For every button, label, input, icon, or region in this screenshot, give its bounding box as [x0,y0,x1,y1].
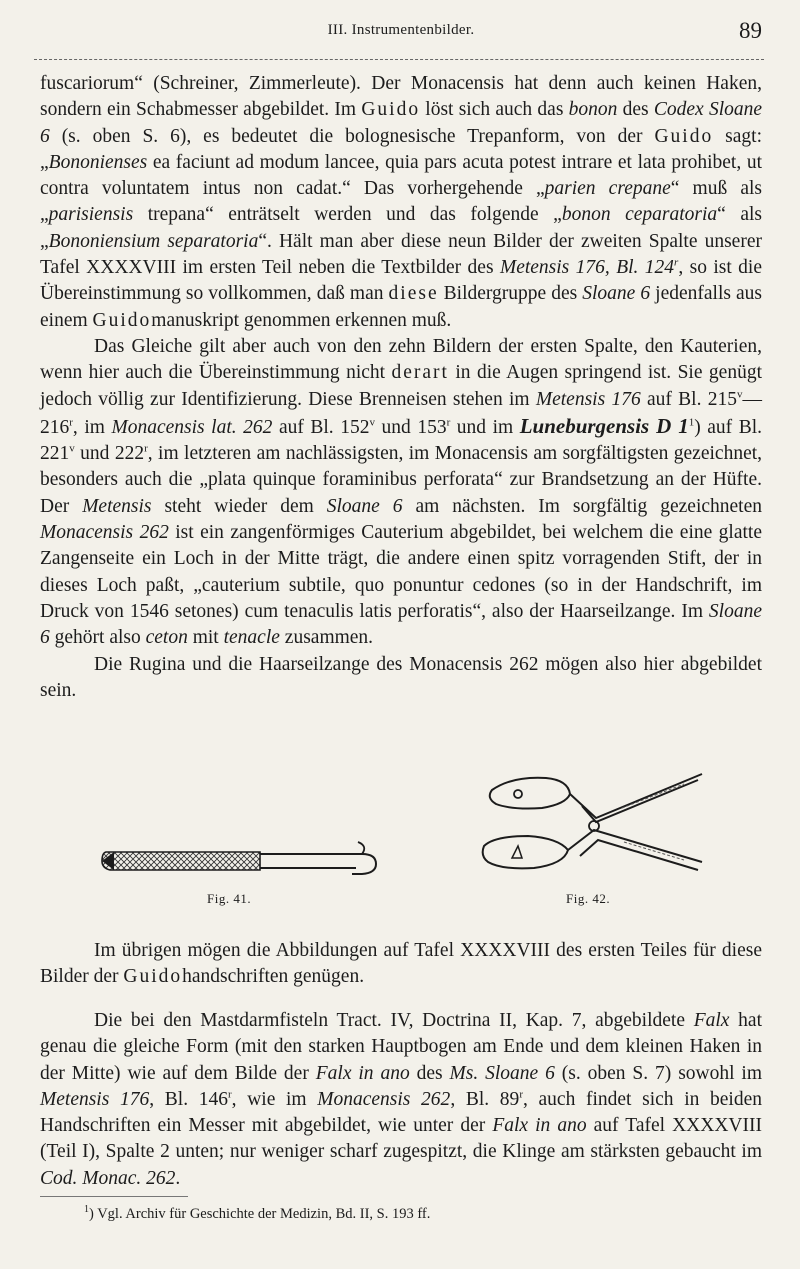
text-run: . [175,1167,181,1189]
figure-42-seton-forceps [472,770,710,890]
text-run: , auch findet sich in beiden Handschriften ein Messer mit abgebildet, wie unter der [40,1088,762,1137]
text-run: auf Bl. 215 [640,388,737,410]
text-run: , Bl. 89 [450,1088,520,1110]
text-run: in die Augen springend ist. Sie genügt jedoch völlig zur Identifizierung. Diese Brenneisen stehen im [40,362,762,410]
italic-term: Metensis 176 [535,388,641,410]
footnote-rule [40,1196,188,1197]
figure-41-rugina [100,838,382,884]
italic-term: Sloane 6 [40,600,762,649]
text-run: , im [72,416,112,438]
text-run: (s. oben S. 7) sowohl im [554,1062,763,1084]
paragraph-1 [40,71,762,334]
folio-side: v [736,388,743,401]
text-run: Die bei den Mastdarmfisteln Tract. IV, Doctrina II, Kap. 7, abgebildete [94,1010,694,1031]
spaced-name: Guido [654,125,714,147]
text-run: , wie im [231,1088,318,1110]
italic-term: Sloane 6 [326,495,403,517]
spaced-name: Guido [361,99,421,121]
italic-term: Monacensis lat. 262 [111,416,273,438]
italic-term: parisiensis [48,204,134,226]
text-block-lower [40,1008,762,1192]
folio-side: r [674,256,679,269]
text-block-middle [40,938,762,991]
figure-41-caption: Fig. 41. [207,891,252,906]
folio-side: r [144,442,148,455]
italic-term: Ms. Sloane 6 [449,1062,555,1084]
text-run: , im letzteren am nachlässigsten, im Monacensis am sorgfältigsten gezeichnet, besonders auch die „plata quinque foraminibus perforata“ zur Brandsetzung an der Hüfte. Der [40,443,763,517]
text-block-upper [40,71,762,704]
text-run: gehört also [49,627,146,649]
running-head: III. Instrumentenbilder. [327,22,475,38]
italic-term: tenacle [223,627,280,649]
text-run: “ als „ [40,204,762,252]
text-run: mit [187,627,224,649]
figure-42-caption: Fig. 42. [566,891,611,906]
italic-term: Falx [693,1010,730,1031]
folio-side: r [519,1088,523,1101]
italic-term: Cod. Monac. 262 [40,1167,176,1189]
footnote-text: ) Vgl. Archiv für Geschichte der Medizin, Bd. II, S. 193 ff. [89,1206,431,1222]
footnote [84,1206,430,1223]
text-run: ist ein zangenförmiges Cauterium abgebildet, bei welchem die eine glatte Zangenseite ein Loch in der Mitte trägt, die andere einen spitz vorragenden Stift, der in dieses Loch paßt, „cauterium subtile, quo ponuntur cedones (so in der Handschrift, im Druck von 1546 setones) cum tenaculis latis perforatis“, also der Haarseilzange. Im [40,522,762,622]
italic-term: Falx in ano [492,1115,587,1137]
text-run: jedenfalls aus einem [40,283,763,331]
italic-term: Codex Sloane 6 [40,99,763,147]
italic-term: Sloane 6 [582,283,651,305]
text-run: des [617,99,654,121]
italic-term: Bononienses [48,151,148,173]
text-run: ea faciunt ad modum lancee, quia pars acuta potest intrare et lata prohibet, ut contra voluntatem intus non cadat.“ Das vorhergehende „ [40,151,762,200]
folio-side: v [69,442,75,455]
italic-term: Metensis 176 [40,1088,150,1110]
text-run: trepana“ enträtselt werden und das folgende „ [133,204,562,226]
text-run: sagt: „ [40,125,762,173]
paragraph-5 [40,1008,762,1192]
text-run: löst sich auch das [420,99,569,121]
spaced-word: derart [391,362,449,384]
text-run: ) auf Bl. 221 [40,416,762,465]
folio-side: r [69,416,73,429]
spaced-word: diese [388,283,439,305]
footnote-ref: 1 [688,416,695,429]
paragraph-3: Die Rugina und die Haarseilzange des Monacensis 262 mögen also hier abgebildet sein. [40,653,762,701]
page-header [40,18,762,48]
text-run: “ muß als „ [40,178,762,226]
text-run: —216 [40,388,762,438]
folio-side: r [446,416,451,429]
page-number: 89 [739,18,762,43]
text-run: und 153 [374,416,447,438]
text-run: auf Tafel XXXXVIII (Teil I), Spalte 2 unten; nur weniger scharf zugespitzt, die Klinge am stärksten gebaucht im [40,1115,762,1163]
text-run: des [409,1062,450,1084]
paragraph-4 [40,938,762,991]
header-rule [34,59,764,60]
italic-term: Bononiensium separatoria [48,230,259,252]
text-run: am nächsten. Im sorgfältig gezeichneten [402,495,763,517]
italic-term: Monacensis 262 [40,522,169,544]
text-run: Bildergruppe des [438,283,583,305]
folio-side: v [369,416,375,429]
paragraph-2 [40,334,762,652]
text-run: hat genau die gleiche Form (mit den starken Hauptbogen am Ende und dem kleinen Haken in der Mitte) wie auf dem Bilde der [40,1010,762,1084]
text-run: und 222 [74,443,145,465]
italic-term: parien crepane [544,178,671,200]
italic-term: Monacensis 262 [317,1088,451,1110]
text-run: Das Gleiche gilt aber auch von den zehn Bildern der ersten Spalte, den Kauterien, wenn hier auch die Übereinstimmung nicht [40,335,762,384]
italic-term: ceton [145,627,188,649]
italic-term: bonon [568,99,618,121]
text-run: zusammen. [279,627,374,649]
text-run: steht wieder dem [151,495,327,517]
text-run: , so ist die Übereinstimmung so vollkommen, daß man [40,257,762,305]
italic-term: Falx in ano [315,1062,410,1084]
italic-term: Metensis [82,495,152,517]
text-run: Im übrigen mögen die Abbildungen auf Tafel XXXXVIII des ersten Teiles für diese Bilder der [40,940,762,988]
footnote-marker: 1 [84,1204,89,1216]
spaced-name: Guido [123,966,183,988]
text-run: , Bl. 146 [149,1088,228,1110]
blackletter-term: Luneburgensis D 1 [519,413,689,438]
text-run: auf Bl. 152 [272,416,370,438]
italic-term: bonon ceparatoria [561,204,718,226]
text-run: handschriften genügen. [182,966,365,988]
spaced-name: Guido [92,309,152,331]
folio-side: r [227,1088,232,1101]
text-run: “. Hält man aber diese neun Bilder der zweiten Spalte unserer Tafel XXXXVIII im ersten Teil neben die Textbilder des [40,230,762,279]
italic-term: Metensis 176, Bl. 124 [499,257,675,279]
text-run: fuscariorum“ (Schreiner, Zimmerleute). Der Monacensis hat denn auch keinen Haken, sondern ein Schabmesser abgebildet. Im [40,73,762,121]
text-run: und im [450,416,520,438]
text-run: manuskript genommen erkennen muß. [151,309,452,331]
text-run: (s. oben S. 6), es bedeutet die bolognesische Trepanform, von der [49,125,655,147]
